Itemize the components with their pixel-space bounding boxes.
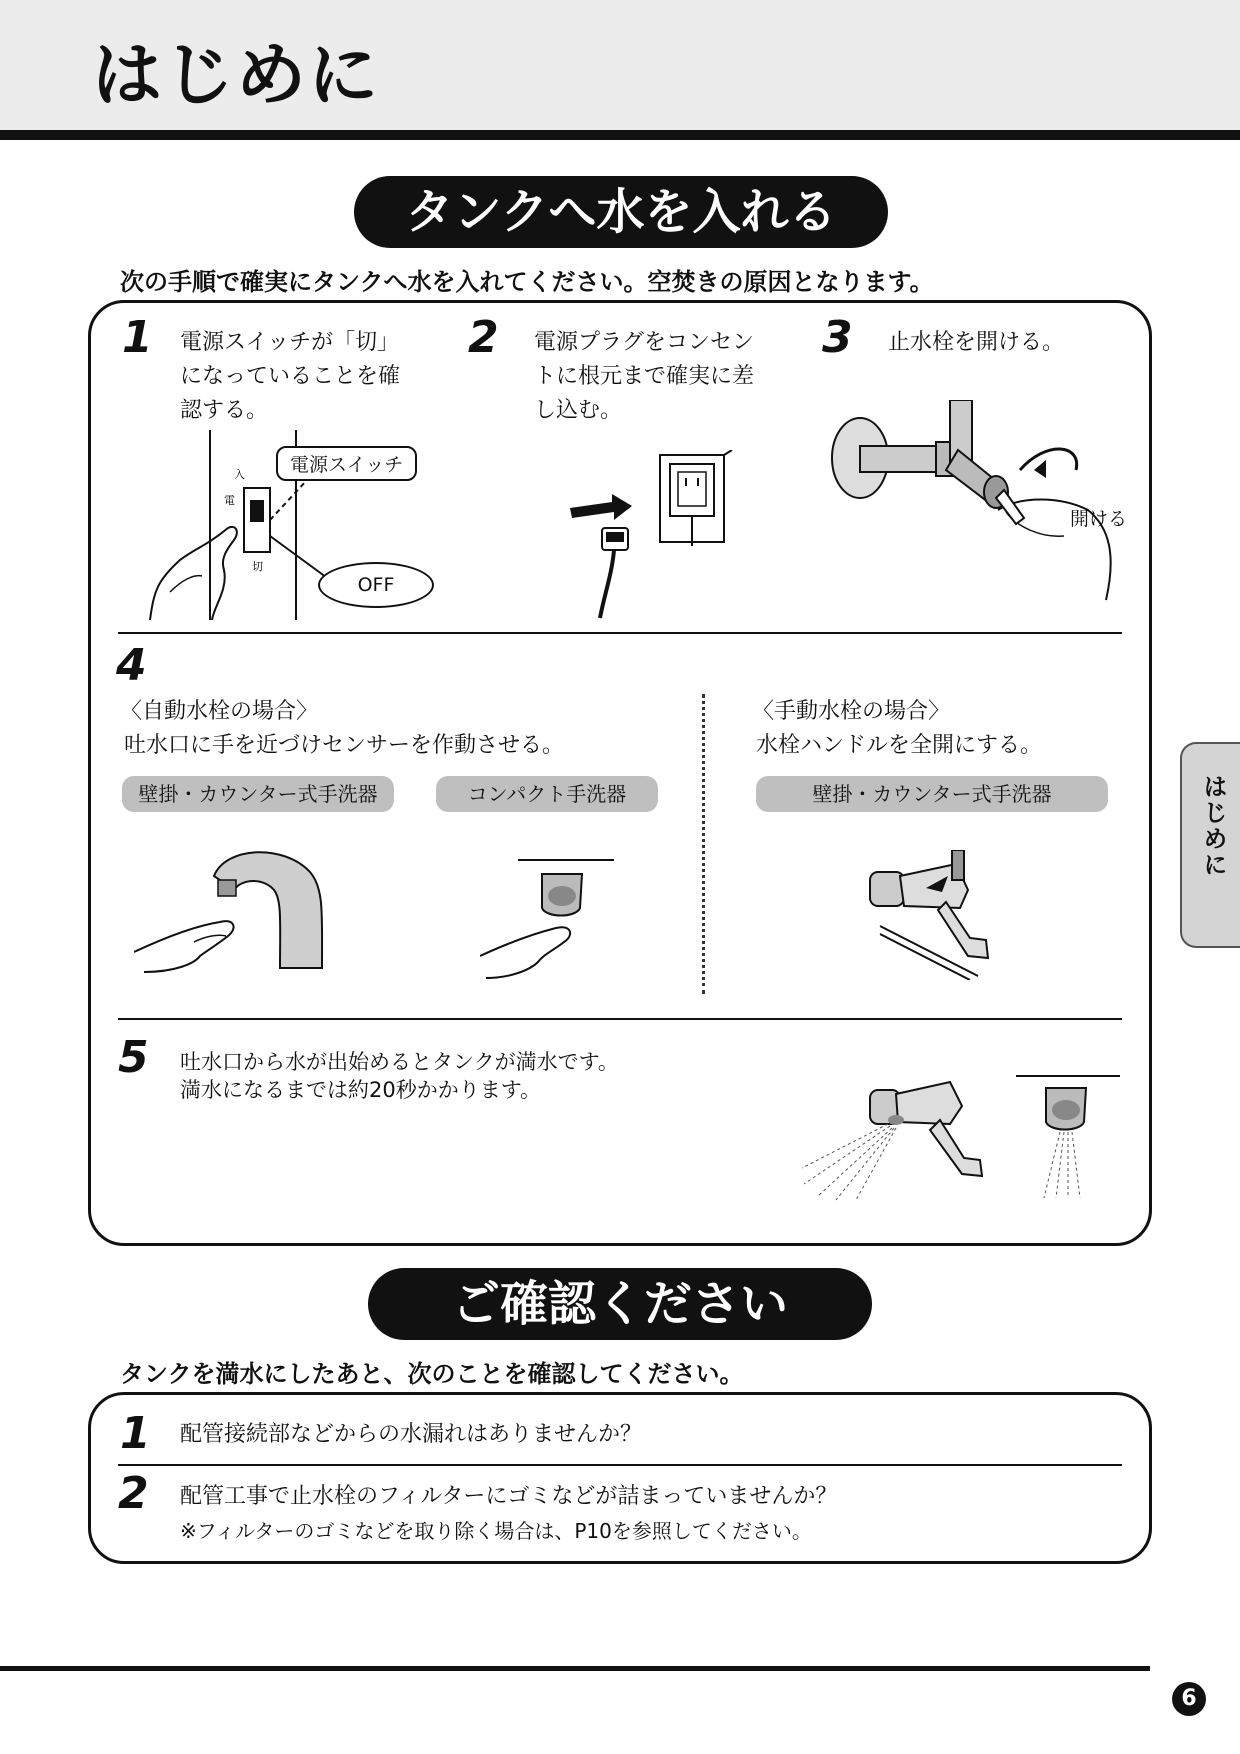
section-lead: タンクを満水にしたあと、次のことを確認してください。 xyxy=(120,1360,744,1388)
step-text xyxy=(534,326,754,428)
page-number: 6 xyxy=(1172,1682,1206,1716)
section-title-text: タンクへ水を入れる xyxy=(405,184,837,240)
step-text-line: 電源プラグをコンセン xyxy=(534,330,755,355)
step-number: 1 xyxy=(122,312,153,363)
auto-faucet-heading: 〈自動水栓の場合〉 xyxy=(120,699,319,724)
step-text xyxy=(180,1048,619,1104)
manual-faucet-text: 水栓ハンドルを全開にする。 xyxy=(756,733,1043,758)
column-divider xyxy=(702,694,705,994)
step-text-line: 電源スイッチが「切」 xyxy=(180,330,400,355)
step-number: 2 xyxy=(468,312,499,363)
step-text xyxy=(180,326,400,428)
section-title-confirm xyxy=(368,1268,872,1340)
section-title-fill-tank xyxy=(354,176,888,248)
side-index-tab[interactable] xyxy=(1180,742,1240,948)
open-valve-label: 開ける xyxy=(1070,508,1128,530)
manual-faucet-handle-illustration xyxy=(860,850,1010,980)
check-item-number: 1 xyxy=(120,1408,151,1459)
step-text-line: トに根元まで確実に差 xyxy=(534,364,755,389)
section-title-text: ご確認ください xyxy=(451,1276,788,1332)
step-divider xyxy=(118,1018,1122,1020)
check-item-number: 2 xyxy=(118,1468,149,1519)
manual-faucet-heading: 〈手動水栓の場合〉 xyxy=(752,699,951,724)
header-rule xyxy=(0,130,1240,140)
step-number: 3 xyxy=(822,312,853,363)
section-lead: 次の手順で確実にタンクへ水を入れてください。空焚きの原因となります。 xyxy=(120,268,934,296)
step-text-line: になっていることを確 xyxy=(180,364,401,389)
step-number: 5 xyxy=(118,1032,149,1083)
step-text-line: し込む。 xyxy=(534,398,623,423)
side-index-tab-label: はじめに xyxy=(1199,774,1227,878)
tag-wall-counter-basin-manual: 壁掛・カウンター式手洗器 xyxy=(756,776,1108,812)
step-text-line: 満水になるまでは約20秒かかります。 xyxy=(180,1078,542,1102)
page-title: はじめに xyxy=(92,34,380,116)
auto-faucet-text: 吐水口に手を近づけセンサーを作動させる。 xyxy=(124,733,565,758)
footer-rule xyxy=(0,1666,1150,1671)
switch-on-mark: 入 xyxy=(234,468,245,481)
power-plug-illustration xyxy=(560,450,760,620)
flowing-faucet-illustration xyxy=(800,1072,1000,1202)
tag-compact-basin: コンパクト手洗器 xyxy=(436,776,658,812)
step-text xyxy=(888,326,1064,360)
compact-flowing-faucet-illustration xyxy=(1014,1070,1124,1200)
auto-faucet-hand-illustration xyxy=(134,844,334,984)
check-item-text: 配管接続部などからの水漏れはありませんか？ xyxy=(180,1422,643,1447)
off-callout: OFF xyxy=(318,562,434,608)
check-item-text: 配管工事で止水栓のフィルターにゴミなどが詰まっていませんか？ xyxy=(180,1484,838,1509)
switch-off-mark: 切 xyxy=(252,560,263,573)
checklist-divider xyxy=(118,1464,1122,1466)
step-divider xyxy=(118,632,1122,634)
step-text-line: 止水栓を開ける。 xyxy=(888,330,1065,355)
step-text-line: 吐水口から水が出始めるとタンクが満水です。 xyxy=(180,1050,619,1074)
tag-wall-counter-basin: 壁掛・カウンター式手洗器 xyxy=(122,776,394,812)
switch-side-mark: 電 xyxy=(224,494,235,507)
check-item-note: ※フィルターのゴミなどを取り除く場合は、P10を参照してください。 xyxy=(180,1519,812,1543)
power-switch-callout: 電源スイッチ xyxy=(276,446,417,481)
step-text-line: 認する。 xyxy=(180,398,269,423)
compact-faucet-hand-illustration xyxy=(480,852,640,982)
step-number: 4 xyxy=(116,640,147,691)
